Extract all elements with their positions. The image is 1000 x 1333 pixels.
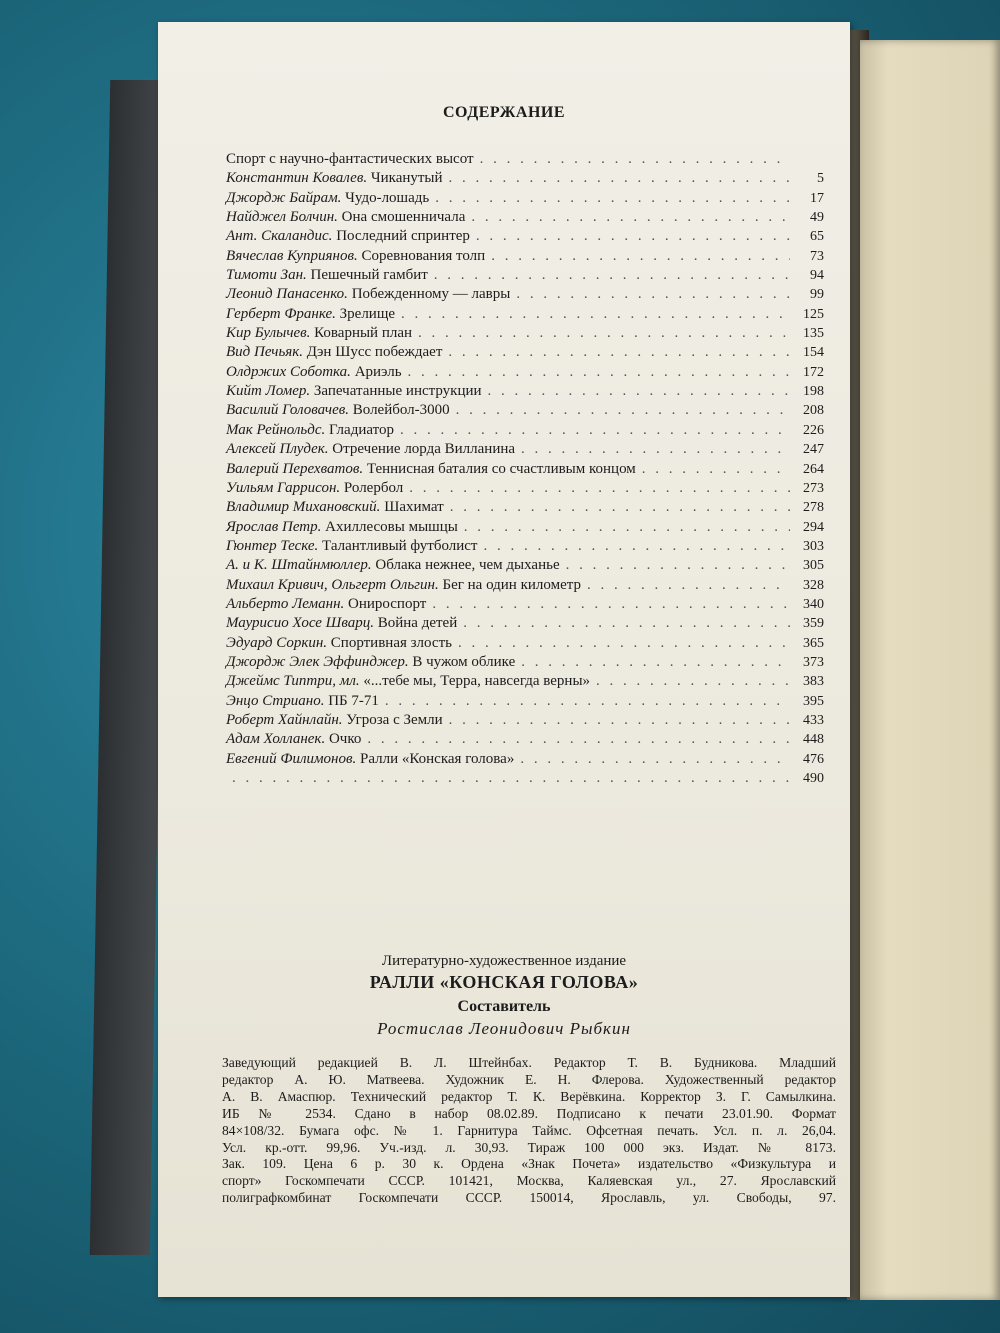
toc-entry: [226, 614, 824, 633]
toc-page-number: 395: [803, 693, 824, 709]
toc-page-number: 247: [803, 442, 824, 458]
toc-entry: [226, 730, 824, 749]
toc-story-title: Теннисная баталия со счастливым концом: [366, 460, 636, 477]
toc-entry: [226, 150, 824, 169]
toc-entry: [226, 576, 824, 595]
toc-dot-leader: [434, 266, 790, 285]
toc-author: Ярослав Петр.: [226, 518, 322, 535]
toc-entry: [226, 305, 824, 324]
toc-page-number: 94: [810, 268, 824, 284]
toc-dot-leader: [476, 227, 790, 246]
toc-story-title: «...тебе мы, Терра, навсегда верны»: [363, 673, 591, 690]
toc-dot-leader: [418, 324, 790, 343]
toc-dot-leader: [458, 634, 790, 653]
colophon-line: Зак. 109. Цена 6 р. 30 к. Ордена «Знак Почета» издательство «Физкультура и: [222, 1156, 836, 1172]
table-of-contents: [226, 150, 824, 788]
toc-page-number: 198: [803, 384, 824, 400]
toc-dot-leader: [232, 769, 790, 788]
toc-entry-text: [226, 401, 450, 420]
toc-author: Герберт Франке.: [226, 305, 336, 322]
toc-entry-text: [226, 672, 590, 691]
toc-author: Джордж Элек Эффинджер.: [226, 653, 409, 670]
toc-entry-text: [226, 576, 581, 595]
toc-dot-leader: [464, 518, 790, 537]
toc-page-number: 17: [810, 190, 824, 206]
toc-author: Маурисио Хосе Шварц.: [226, 615, 374, 632]
toc-author: Тимоти Зан.: [226, 267, 307, 284]
toc-entry-text: [226, 537, 478, 556]
toc-entry: [226, 169, 824, 188]
toc-story-title: В чужом облике: [412, 653, 516, 670]
toc-story-title: Коварный план: [314, 325, 413, 342]
toc-page-number: 273: [803, 480, 824, 496]
toc-entry-text: [226, 227, 470, 246]
colophon-line: спорт» Госкомпечати СССР. 101421, Москва, Каляевская ул., 27. Ярославский: [222, 1173, 836, 1189]
toc-entry-text: [226, 285, 510, 304]
toc-dot-leader: [566, 556, 790, 575]
toc-author: Джеймс Типтри, мл.: [226, 673, 360, 690]
colophon-line: 84×108/32. Бумага офс. № 1. Гарнитура Таймс. Офсетная печать. Усл. п. л. 26,04.: [222, 1122, 836, 1138]
toc-story-title: Запечатанные инструкции: [313, 383, 482, 400]
toc-entry: [226, 711, 824, 730]
colophon-line: А. В. Амаспюр. Технический редактор Т. К. Верёвкина. Корректор З. Г. Самылкина.: [222, 1088, 836, 1104]
toc-page-number: 373: [803, 654, 824, 670]
colophon-line: ИБ № 2534. Сдано в набор 08.02.89. Подписано к печати 23.01.90. Формат: [222, 1105, 836, 1121]
toc-dot-leader: [480, 150, 790, 169]
toc-dot-leader: [448, 343, 790, 362]
toc-story-title: Угроза с Земли: [346, 711, 443, 728]
toc-dot-leader: [400, 421, 790, 440]
toc-story-title: Шахимат: [384, 499, 444, 516]
toc-author: Алексей Плудек.: [226, 441, 329, 458]
toc-entry-text: [226, 634, 452, 653]
toc-story-title: Ариэль: [354, 363, 402, 380]
toc-entry-text: [226, 169, 443, 188]
toc-dot-leader: [385, 692, 790, 711]
toc-author: Вид Печьяк.: [226, 344, 304, 361]
toc-entry: [226, 634, 824, 653]
toc-page-number: 99: [810, 287, 824, 303]
toc-entry: [226, 189, 824, 208]
toc-dot-leader: [484, 537, 791, 556]
colophon-line: Заведующий редакцией В. Л. Штейнбах. Редактор Т. В. Будникова. Младший: [222, 1055, 836, 1070]
toc-entry-text: [226, 460, 636, 479]
compiler-label: Составитель: [457, 998, 551, 1015]
toc-page-number: 448: [803, 732, 824, 748]
toc-author: А. и К. Штайнмюллер.: [226, 557, 372, 574]
toc-entry-text: [226, 247, 485, 266]
toc-story-title: Ахиллесовы мышцы: [325, 518, 458, 535]
toc-author: Роберт Хайнлайн.: [226, 711, 343, 728]
toc-entry-text: [226, 595, 426, 614]
toc-entry: [226, 750, 824, 769]
toc-page-number: 135: [803, 326, 824, 342]
toc-story-title: Война детей: [377, 615, 458, 632]
toc-author: Джордж Байрам.: [226, 189, 342, 206]
toc-story-title: Дэн Шусс побеждает: [306, 344, 443, 361]
toc-entry: [226, 479, 824, 498]
toc-author: Валерий Перехватов.: [226, 460, 364, 477]
toc-author: Кийт Ломер.: [226, 383, 311, 400]
toc-author: Константин Ковалев.: [226, 170, 368, 187]
toc-entry: [226, 518, 824, 537]
colophon: [222, 1055, 836, 1207]
toc-entry: [226, 672, 824, 691]
toc-page-number: 433: [803, 712, 824, 728]
toc-entry: [226, 227, 824, 246]
toc-story-title: Она смошенничала: [341, 209, 466, 226]
toc-page-number: 476: [803, 751, 824, 767]
toc-dot-leader: [449, 711, 790, 730]
toc-dot-leader: [432, 595, 790, 614]
toc-entry: [226, 324, 824, 343]
toc-page-number: 5: [817, 171, 824, 187]
toc-story-title: Ролербол: [343, 479, 404, 496]
toc-page-number: 303: [803, 538, 824, 554]
toc-author: Кир Булычев.: [226, 325, 311, 342]
toc-page-number: 208: [803, 403, 824, 419]
toc-author: Уильям Гаррисон.: [226, 479, 341, 496]
toc-entry-text: [226, 692, 379, 711]
toc-page-number: 490: [803, 771, 824, 786]
toc-author: Вячеслав Куприянов.: [226, 247, 358, 264]
toc-entry-text: [226, 421, 394, 440]
colophon-line: полиграфкомбинат Госкомпечати СССР. 150014, Ярославль, ул. Свободы, 97.: [222, 1190, 836, 1206]
toc-story-title: Талантливый футболист: [322, 537, 478, 554]
toc-dot-leader: [520, 750, 790, 769]
colophon-line: Усл. кр.-отт. 99,96. Уч.-изд. л. 30,93. Тираж 100 000 экз. Издат. № 8173.: [222, 1139, 836, 1155]
toc-entry: [226, 769, 824, 788]
toc-heading: СОДЕРЖАНИЕ: [442, 104, 566, 121]
toc-dot-leader: [367, 730, 790, 749]
toc-author: Владимир Михановский.: [226, 499, 381, 516]
compiler-name: Ростислав Леонидович Рыбкин: [377, 1019, 631, 1038]
toc-author: Ант. Скаландис.: [226, 228, 333, 245]
toc-entry-text: [226, 730, 361, 749]
toc-story-title: Ралли «Конская голова»: [360, 750, 515, 767]
toc-entry-text: [226, 150, 474, 169]
toc-page-number: 383: [803, 674, 824, 690]
toc-story-title: Пешечный гамбит: [310, 267, 428, 284]
toc-entry-text: [226, 305, 395, 324]
toc-dot-leader: [596, 672, 790, 691]
toc-author: Энцо Стриано.: [226, 692, 325, 709]
toc-dot-leader: [521, 440, 790, 459]
toc-page-number: 294: [803, 519, 824, 535]
toc-entry: [226, 556, 824, 575]
toc-dot-leader: [450, 498, 790, 517]
toc-page-number: 172: [803, 364, 824, 380]
toc-page-number: 226: [803, 422, 824, 438]
toc-story-title: Зрелище: [339, 305, 396, 322]
toc-story-title: Последний спринтер: [336, 228, 470, 245]
toc-entry: [226, 498, 824, 517]
toc-entry: [226, 595, 824, 614]
toc-page-number: 328: [803, 577, 824, 593]
toc-entry-text: [226, 614, 457, 633]
book-title: РАЛЛИ «КОНСКАЯ ГОЛОВА»: [369, 972, 639, 992]
toc-author: Адам Холланек.: [226, 731, 326, 748]
toc-page-number: 65: [810, 229, 824, 245]
toc-entry-text: [226, 382, 482, 401]
toc-entry-text: [226, 498, 444, 517]
toc-dot-leader: [401, 305, 790, 324]
toc-entry-text: [226, 189, 429, 208]
toc-author: Гюнтер Теске.: [226, 537, 319, 554]
toc-story-title: Гладиатор: [329, 421, 394, 438]
toc-author: Василий Головачев.: [226, 402, 350, 419]
toc-author: Найджел Болчин.: [226, 209, 338, 226]
toc-entry-text: [226, 518, 458, 537]
toc-dot-leader: [449, 169, 790, 188]
toc-entry: [226, 208, 824, 227]
toc-dot-leader: [435, 189, 790, 208]
toc-page-number: 154: [803, 345, 824, 361]
toc-entry: [226, 440, 824, 459]
toc-author: Михаил Кривич, Ольгерт Ольгин.: [226, 576, 439, 593]
toc-entry-text: [226, 479, 403, 498]
toc-entry: [226, 460, 824, 479]
toc-entry: [226, 653, 824, 672]
toc-entry-text: [226, 556, 560, 575]
toc-entry: [226, 247, 824, 266]
toc-page-number: 125: [803, 306, 824, 322]
toc-entry: [226, 266, 824, 285]
facing-page: [860, 40, 1000, 1300]
toc-entry: [226, 363, 824, 382]
toc-dot-leader: [408, 363, 790, 382]
toc-entry-text: [226, 324, 412, 343]
toc-entry-text: [226, 208, 465, 227]
colophon-line: редактор А. Ю. Матвеева. Художник Е. Н. Флерова. Художественный редактор: [222, 1071, 836, 1087]
toc-dot-leader: [463, 614, 790, 633]
toc-author: Олдржих Соботка.: [226, 363, 351, 380]
toc-story-title: Спортивная злость: [330, 634, 452, 651]
toc-entry: [226, 537, 824, 556]
toc-story-title: Облака нежнее, чем дыханье: [375, 557, 560, 574]
toc-entry-text: [226, 750, 514, 769]
toc-story-title: Очко: [328, 731, 362, 748]
toc-entry: [226, 382, 824, 401]
toc-entry: [226, 421, 824, 440]
toc-author: Леонид Панасенко.: [226, 286, 348, 303]
toc-entry: [226, 401, 824, 420]
toc-page-number: 340: [803, 596, 824, 612]
toc-page-number: 305: [803, 558, 824, 574]
toc-page-number: 73: [810, 248, 824, 264]
toc-story-title: Спорт с научно-фантастических высот: [226, 151, 474, 167]
toc-story-title: ПБ 7-71: [328, 692, 379, 709]
toc-author: Мак Рейнольдс.: [226, 421, 326, 438]
toc-page-number: 359: [803, 616, 824, 632]
toc-story-title: Побежденному — лавры: [351, 286, 511, 303]
toc-entry-text: [226, 440, 515, 459]
toc-entry-text: [226, 266, 428, 285]
toc-page-number: 365: [803, 635, 824, 651]
toc-story-title: Чудо-лошадь: [345, 189, 430, 206]
toc-story-title: Соревнования толп: [361, 247, 486, 264]
toc-dot-leader: [409, 479, 790, 498]
toc-dot-leader: [471, 208, 790, 227]
toc-story-title: Чиканутый: [370, 170, 443, 187]
toc-entry-text: [226, 653, 515, 672]
toc-dot-leader: [491, 247, 790, 266]
toc-entry: [226, 285, 824, 304]
toc-entry-text: [226, 711, 443, 730]
toc-entry-text: [226, 343, 442, 362]
toc-author: Эдуард Соркин.: [226, 634, 328, 651]
edition-type: Литературно-художественное издание: [381, 953, 627, 969]
book-page: [158, 22, 850, 1297]
toc-dot-leader: [488, 382, 790, 401]
toc-entry: [226, 343, 824, 362]
toc-dot-leader: [456, 401, 790, 420]
toc-story-title: Отречение лорда Вилланина: [332, 441, 516, 458]
toc-dot-leader: [642, 460, 790, 479]
toc-author: Альберто Леманн.: [226, 595, 345, 612]
toc-page-number: 278: [803, 500, 824, 516]
toc-page-number: 49: [810, 210, 824, 226]
imprint-block: [158, 952, 850, 1040]
toc-author: Евгений Филимонов.: [226, 750, 357, 767]
toc-dot-leader: [516, 285, 790, 304]
toc-entry: [226, 692, 824, 711]
toc-story-title: Волейбол-3000: [352, 402, 450, 419]
toc-story-title: Онироспорт: [348, 595, 427, 612]
toc-dot-leader: [521, 653, 790, 672]
toc-dot-leader: [587, 576, 790, 595]
toc-entry-text: [226, 363, 402, 382]
toc-page-number: 264: [803, 461, 824, 477]
toc-story-title: Бег на один километр: [442, 576, 581, 593]
